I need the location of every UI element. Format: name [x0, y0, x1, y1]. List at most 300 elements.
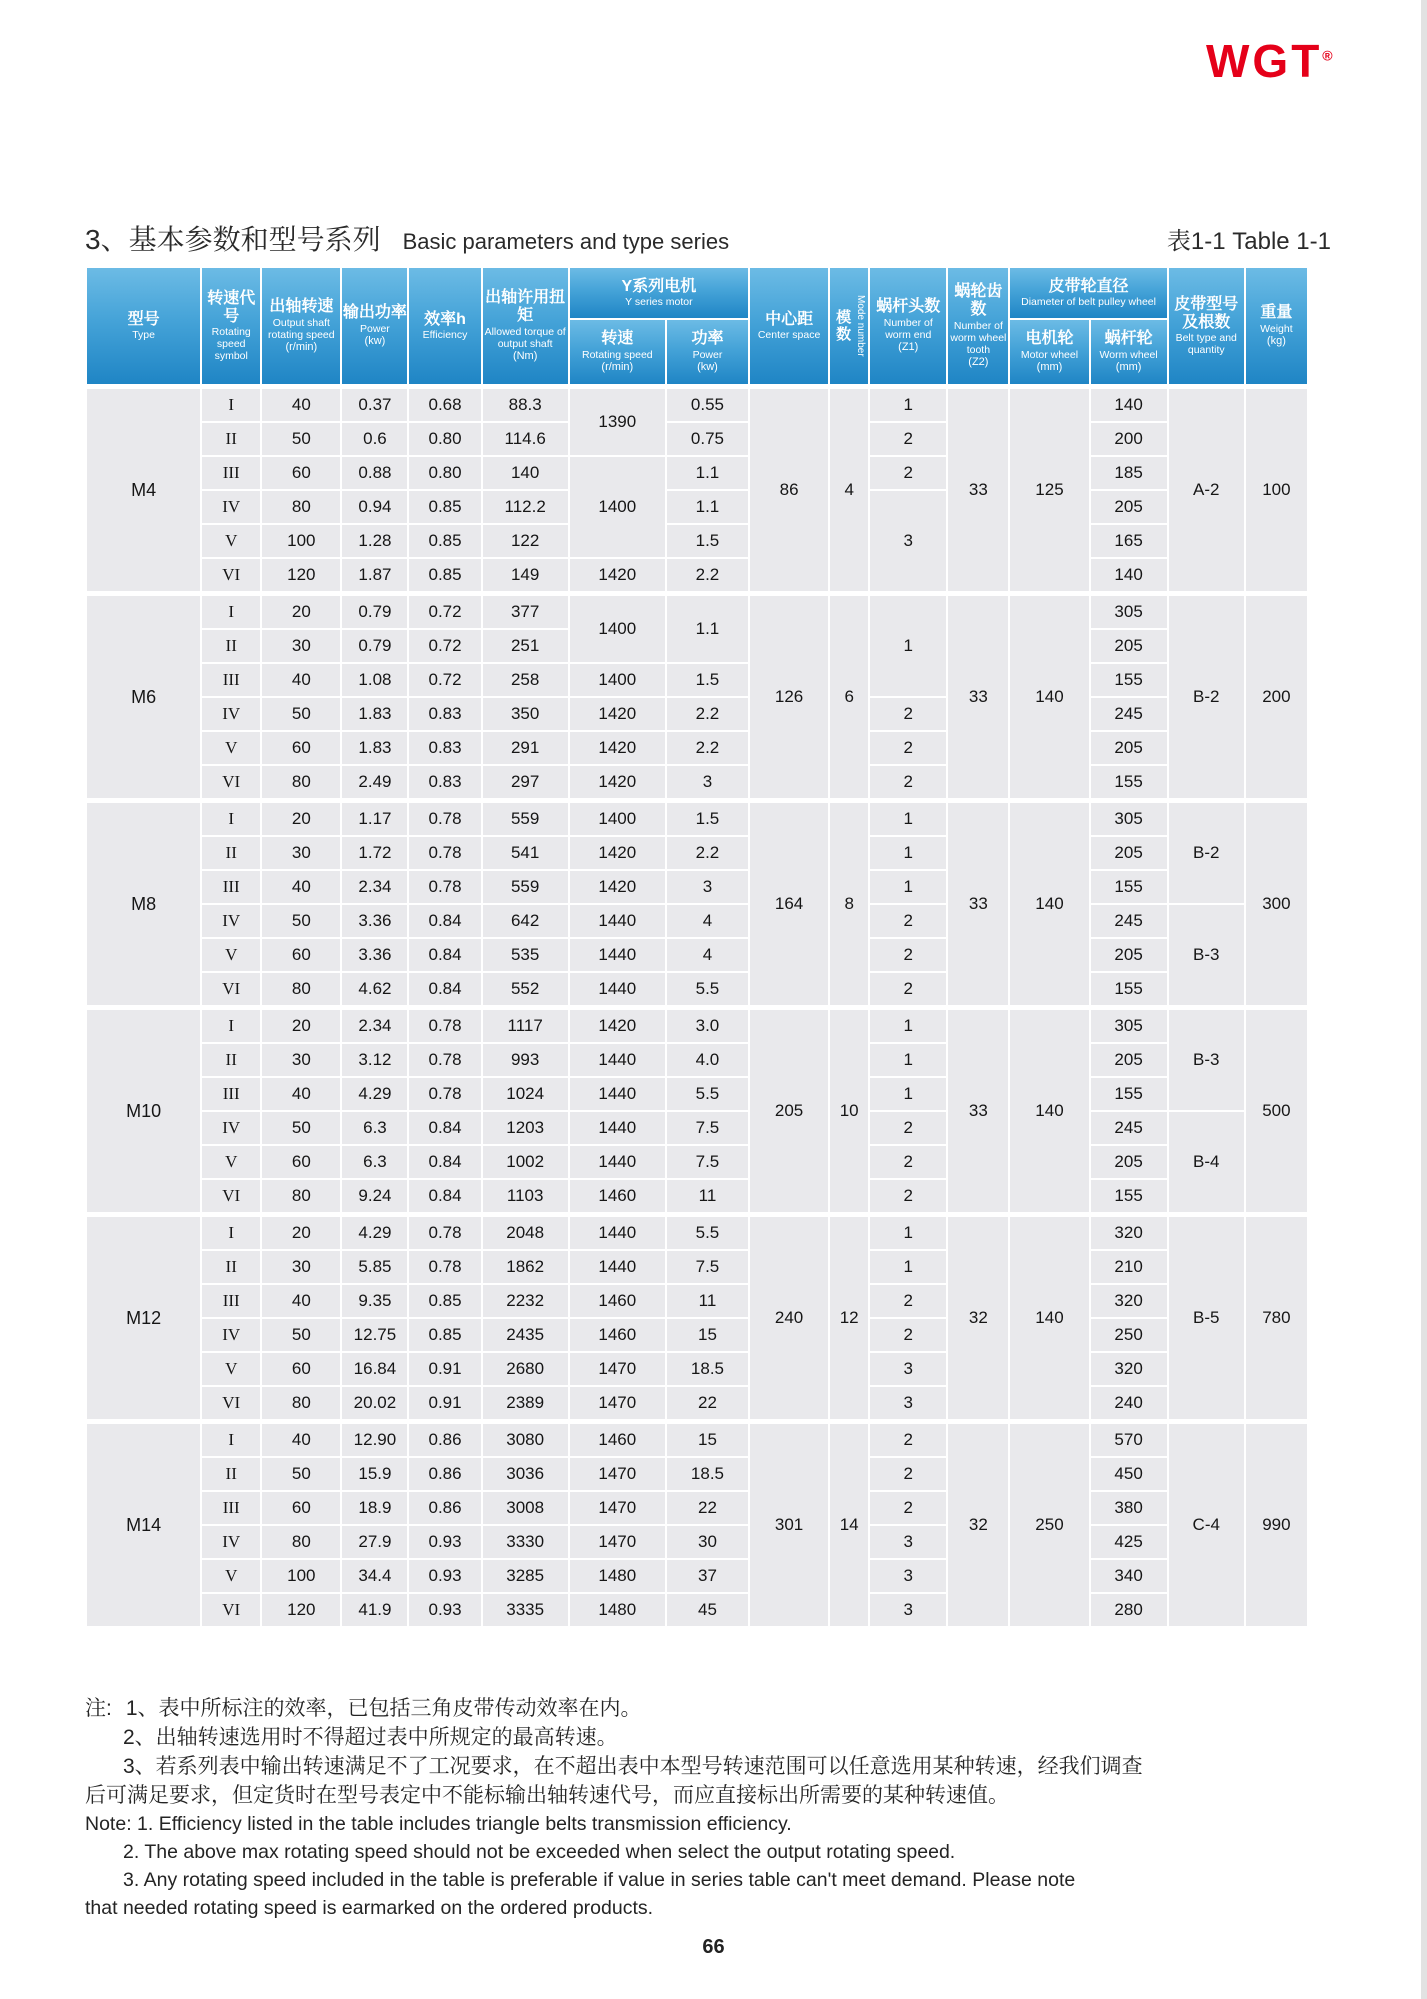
cell-output-power: 2.49 — [341, 765, 408, 801]
cell-motor-speed: 1460 — [569, 1179, 666, 1215]
cell-output-speed: 30 — [261, 1043, 341, 1077]
cell-efficiency: 0.72 — [408, 594, 481, 630]
cell-speed-symbol: V — [201, 1145, 261, 1179]
cell-output-speed: 80 — [261, 490, 341, 524]
cell-allowed-torque: 3285 — [482, 1559, 569, 1593]
cell-output-speed: 80 — [261, 1525, 341, 1559]
cell-output-speed: 40 — [261, 1422, 341, 1458]
cell-motor-speed: 1440 — [569, 1111, 666, 1145]
cell-allowed-torque: 3330 — [482, 1525, 569, 1559]
wgt-logo-text: WGT — [1206, 35, 1323, 87]
col-header-motor-speed-en: Rotating speed — [581, 348, 653, 361]
cell-allowed-torque: 2680 — [482, 1352, 569, 1386]
cell-motor-speed: 1440 — [569, 1043, 666, 1077]
cell-z1: 2 — [869, 456, 947, 490]
cell-output-speed: 60 — [261, 1491, 341, 1525]
cell-allowed-torque: 3335 — [482, 1593, 569, 1627]
cell-speed-symbol: VI — [201, 972, 261, 1008]
cell-worm-wheel: 155 — [1090, 765, 1168, 801]
cell-z1: 2 — [869, 422, 947, 456]
col-header-center-space-en: Center space — [757, 329, 821, 342]
cell-efficiency: 0.86 — [408, 1422, 481, 1458]
cell-speed-symbol: V — [201, 731, 261, 765]
cell-motor-speed: 1420 — [569, 558, 666, 594]
cell-speed-symbol: I — [201, 1215, 261, 1251]
cell-efficiency: 0.84 — [408, 972, 481, 1008]
col-header-worm-wheel-unit: (mm) — [1115, 360, 1142, 373]
col-header-z1 — [869, 267, 947, 387]
cell-belt-type: C-4 — [1168, 1422, 1245, 1628]
cell-speed-symbol: IV — [201, 1318, 261, 1352]
table-reference: 表1-1 Table 1-1 — [1166, 228, 1331, 255]
cell-motor-speed: 1440 — [569, 1215, 666, 1251]
cell-center-space: 301 — [749, 1422, 829, 1628]
cell-motor-power: 22 — [666, 1491, 749, 1525]
cell-motor-speed: 1400 — [569, 801, 666, 837]
cell-output-speed: 80 — [261, 765, 341, 801]
cell-allowed-torque: 122 — [482, 524, 569, 558]
cell-motor-speed: 1440 — [569, 938, 666, 972]
col-header-z1-zh: 蜗杆头数 — [876, 298, 941, 316]
cell-worm-wheel: 305 — [1090, 801, 1168, 837]
cell-worm-wheel: 205 — [1090, 938, 1168, 972]
cell-center-space: 205 — [749, 1008, 829, 1215]
cell-output-power: 0.88 — [341, 456, 408, 490]
cell-worm-wheel: 205 — [1090, 836, 1168, 870]
cell-worm-wheel: 245 — [1090, 1111, 1168, 1145]
cell-allowed-torque: 559 — [482, 870, 569, 904]
cell-motor-speed: 1480 — [569, 1593, 666, 1627]
cell-motor-power: 5.5 — [666, 972, 749, 1008]
cell-z1: 1 — [869, 1008, 947, 1044]
col-header-z2-unit: (Z2) — [968, 355, 989, 368]
cell-allowed-torque: 2435 — [482, 1318, 569, 1352]
cell-efficiency: 0.78 — [408, 836, 481, 870]
col-header-weight-en: Weight — [1260, 322, 1293, 335]
cell-motor-speed: 1460 — [569, 1318, 666, 1352]
col-header-efficiency — [408, 267, 481, 387]
cell-worm-wheel: 140 — [1090, 387, 1168, 423]
cell-worm-wheel: 380 — [1090, 1491, 1168, 1525]
cell-mode-number: 10 — [829, 1008, 869, 1215]
cell-z1: 2 — [869, 1111, 947, 1145]
cell-allowed-torque: 1203 — [482, 1111, 569, 1145]
cell-output-speed: 100 — [261, 1559, 341, 1593]
cell-output-power: 12.75 — [341, 1318, 408, 1352]
cell-efficiency: 0.86 — [408, 1491, 481, 1525]
cell-efficiency: 0.72 — [408, 629, 481, 663]
col-header-output-power — [341, 267, 408, 387]
cell-output-speed: 30 — [261, 1250, 341, 1284]
cell-motor-power: 11 — [666, 1179, 749, 1215]
cell-motor-speed: 1480 — [569, 1559, 666, 1593]
cell-weight: 780 — [1245, 1215, 1308, 1422]
col-header-mode-number — [829, 267, 869, 387]
cell-speed-symbol: I — [201, 387, 261, 423]
cell-output-speed: 40 — [261, 1077, 341, 1111]
notes-section — [85, 1694, 1361, 1922]
note-zh-1-text: 1、表中所标注的效率，已包括三角皮带传动效率在内。 — [125, 1697, 642, 1720]
col-header-type-zh: 型号 — [127, 310, 160, 328]
col-header-weight-zh: 重量 — [1260, 304, 1293, 322]
cell-output-power: 1.08 — [341, 663, 408, 697]
cell-allowed-torque: 535 — [482, 938, 569, 972]
cell-allowed-torque: 258 — [482, 663, 569, 697]
cell-output-power: 15.9 — [341, 1457, 408, 1491]
cell-speed-symbol: IV — [201, 1525, 261, 1559]
cell-output-power: 0.79 — [341, 594, 408, 630]
col-header-motor-power — [666, 319, 749, 387]
cell-z1: 2 — [869, 1145, 947, 1179]
cell-output-speed: 40 — [261, 387, 341, 423]
cell-motor-power: 1.5 — [666, 663, 749, 697]
cell-allowed-torque: 88.3 — [482, 387, 569, 423]
col-header-symbol-en: Rotating speed symbol — [211, 326, 251, 363]
cell-z1: 2 — [869, 938, 947, 972]
cell-speed-symbol: VI — [201, 765, 261, 801]
cell-motor-power: 2.2 — [666, 836, 749, 870]
cell-speed-symbol: III — [201, 456, 261, 490]
parameters-table-wrapper — [85, 266, 1309, 1628]
cell-speed-symbol: II — [201, 836, 261, 870]
note-en-1: Note: 1. Efficiency listed in the table includes triangle belts transmission efficiency. — [85, 1813, 792, 1835]
cell-efficiency: 0.84 — [408, 1111, 481, 1145]
cell-output-speed: 60 — [261, 938, 341, 972]
cell-efficiency: 0.68 — [408, 387, 481, 423]
cell-z1: 3 — [869, 490, 947, 594]
cell-output-power: 18.9 — [341, 1491, 408, 1525]
page-edge-shadow — [1421, 0, 1427, 1999]
section-title-zh: 3、基本参数和型号系列 — [85, 224, 381, 255]
cell-efficiency: 0.84 — [408, 938, 481, 972]
cell-motor-power: 1.1 — [666, 594, 749, 664]
cell-motor-speed: 1440 — [569, 972, 666, 1008]
cell-output-speed: 40 — [261, 1284, 341, 1318]
cell-z2: 33 — [947, 594, 1009, 801]
cell-efficiency: 0.78 — [408, 1250, 481, 1284]
cell-efficiency: 0.86 — [408, 1457, 481, 1491]
cell-weight: 200 — [1245, 594, 1308, 801]
cell-speed-symbol: III — [201, 870, 261, 904]
wgt-logo — [1206, 35, 1333, 87]
cell-motor-power: 7.5 — [666, 1145, 749, 1179]
cell-output-speed: 30 — [261, 836, 341, 870]
cell-worm-wheel: 155 — [1090, 663, 1168, 697]
cell-output-power: 0.79 — [341, 629, 408, 663]
col-header-motor-speed-unit: (r/min) — [601, 360, 634, 373]
col-header-motor-power-zh: 功率 — [691, 330, 724, 348]
cell-output-power: 0.94 — [341, 490, 408, 524]
cell-speed-symbol: I — [201, 1422, 261, 1458]
cell-motor-power: 0.55 — [666, 387, 749, 423]
registered-trademark-icon: ® — [1322, 47, 1333, 64]
cell-motor-speed: 1400 — [569, 594, 666, 664]
col-header-output-power-unit: (kw) — [364, 334, 386, 347]
cell-belt-type: B-4 — [1168, 1111, 1245, 1215]
cell-efficiency: 0.78 — [408, 1215, 481, 1251]
cell-output-power: 6.3 — [341, 1145, 408, 1179]
col-header-symbol-zh: 转速代号 — [207, 289, 256, 325]
col-header-center-space — [749, 267, 829, 387]
model-name-cell: M14 — [86, 1422, 201, 1628]
cell-efficiency: 0.85 — [408, 524, 481, 558]
cell-worm-wheel: 280 — [1090, 1593, 1168, 1627]
cell-speed-symbol: VI — [201, 1179, 261, 1215]
cell-z2: 33 — [947, 1008, 1009, 1215]
col-header-mode-number-en: Mode number — [855, 295, 867, 357]
cell-speed-symbol: VI — [201, 558, 261, 594]
section-title-en: Basic parameters and type series — [402, 229, 730, 254]
cell-motor-power: 18.5 — [666, 1352, 749, 1386]
cell-motor-power: 1.1 — [666, 490, 749, 524]
cell-output-power: 16.84 — [341, 1352, 408, 1386]
model-name-cell: M4 — [86, 387, 201, 594]
cell-output-power: 3.36 — [341, 938, 408, 972]
cell-motor-power: 2.2 — [666, 697, 749, 731]
cell-allowed-torque: 2232 — [482, 1284, 569, 1318]
cell-speed-symbol: V — [201, 1352, 261, 1386]
cell-speed-symbol: IV — [201, 697, 261, 731]
col-header-torque-zh: 出轴许用扭矩 — [485, 288, 566, 325]
col-header-z2-zh: 蜗轮齿数 — [954, 282, 1003, 319]
cell-speed-symbol: V — [201, 524, 261, 558]
cell-weight: 990 — [1245, 1422, 1308, 1628]
cell-motor-power: 2.2 — [666, 558, 749, 594]
cell-allowed-torque: 1024 — [482, 1077, 569, 1111]
cell-output-speed: 20 — [261, 1008, 341, 1044]
cell-belt-type: A-2 — [1168, 387, 1245, 594]
cell-motor-power: 2.2 — [666, 731, 749, 765]
cell-center-space: 164 — [749, 801, 829, 1008]
cell-output-power: 0.6 — [341, 422, 408, 456]
cell-worm-wheel: 185 — [1090, 456, 1168, 490]
col-header-output-speed-zh: 出轴转速 — [269, 298, 334, 316]
cell-output-speed: 40 — [261, 870, 341, 904]
col-header-belt-en: Belt type and quantity — [1175, 332, 1237, 357]
cell-motor-speed: 1440 — [569, 904, 666, 938]
cell-speed-symbol: II — [201, 1457, 261, 1491]
col-header-worm-wheel — [1090, 319, 1168, 387]
cell-efficiency: 0.85 — [408, 1318, 481, 1352]
cell-z1: 2 — [869, 1491, 947, 1525]
cell-worm-wheel: 205 — [1090, 629, 1168, 663]
cell-motor-speed: 1470 — [569, 1352, 666, 1386]
cell-efficiency: 0.93 — [408, 1525, 481, 1559]
cell-allowed-torque: 1103 — [482, 1179, 569, 1215]
col-group-y-motor-en: Y series motor — [625, 296, 693, 309]
cell-z1: 2 — [869, 972, 947, 1008]
cell-output-speed: 50 — [261, 422, 341, 456]
cell-motor-speed: 1390 — [569, 387, 666, 457]
cell-speed-symbol: II — [201, 1043, 261, 1077]
cell-output-speed: 60 — [261, 731, 341, 765]
cell-z1: 1 — [869, 1250, 947, 1284]
cell-speed-symbol: I — [201, 801, 261, 837]
cell-efficiency: 0.84 — [408, 1179, 481, 1215]
cell-output-speed: 50 — [261, 1457, 341, 1491]
model-name-cell: M12 — [86, 1215, 201, 1422]
cell-efficiency: 0.93 — [408, 1559, 481, 1593]
cell-output-speed: 60 — [261, 1145, 341, 1179]
cell-motor-power: 1.5 — [666, 524, 749, 558]
col-header-output-speed — [261, 267, 341, 387]
cell-motor-wheel: 140 — [1009, 801, 1089, 1008]
col-header-motor-power-unit: (kw) — [697, 360, 718, 373]
cell-z1: 1 — [869, 594, 947, 698]
col-header-belt — [1168, 267, 1245, 387]
cell-motor-power: 4.0 — [666, 1043, 749, 1077]
cell-motor-speed: 1470 — [569, 1457, 666, 1491]
col-group-pulley-en: Diameter of belt pulley wheel — [1021, 296, 1156, 309]
cell-motor-power: 0.75 — [666, 422, 749, 456]
col-header-motor-power-en: Power — [692, 348, 723, 361]
cell-motor-speed: 1420 — [569, 870, 666, 904]
cell-z1: 1 — [869, 870, 947, 904]
col-header-motor-wheel — [1009, 319, 1089, 387]
cell-output-power: 6.3 — [341, 1111, 408, 1145]
cell-output-power: 12.90 — [341, 1422, 408, 1458]
cell-z1: 2 — [869, 1457, 947, 1491]
note-zh-3b: 后可满足要求，但定货时在型号表定中不能标输出轴转速代号，而应直接标出所需要的某种转速值。 — [85, 1784, 1009, 1807]
col-header-weight — [1245, 267, 1308, 387]
cell-output-speed: 20 — [261, 594, 341, 630]
cell-output-power: 4.29 — [341, 1215, 408, 1251]
cell-allowed-torque: 291 — [482, 731, 569, 765]
cell-motor-speed: 1400 — [569, 456, 666, 558]
cell-allowed-torque: 297 — [482, 765, 569, 801]
page-number: 66 — [702, 1936, 725, 1958]
cell-output-speed: 80 — [261, 1386, 341, 1422]
cell-worm-wheel: 155 — [1090, 1179, 1168, 1215]
cell-output-speed: 50 — [261, 1318, 341, 1352]
cell-worm-wheel: 210 — [1090, 1250, 1168, 1284]
col-header-mode-number-zh: 模数 — [834, 308, 852, 343]
cell-mode-number: 4 — [829, 387, 869, 594]
cell-z1: 3 — [869, 1386, 947, 1422]
cell-worm-wheel: 205 — [1090, 1043, 1168, 1077]
cell-weight: 100 — [1245, 387, 1308, 594]
cell-allowed-torque: 2048 — [482, 1215, 569, 1251]
cell-output-power: 41.9 — [341, 1593, 408, 1627]
cell-motor-power: 4 — [666, 904, 749, 938]
cell-output-speed: 80 — [261, 972, 341, 1008]
section-title-row — [85, 218, 1331, 258]
cell-allowed-torque: 552 — [482, 972, 569, 1008]
cell-z2: 32 — [947, 1215, 1009, 1422]
cell-motor-speed: 1420 — [569, 1008, 666, 1044]
note-zh-3a: 3、若系列表中输出转速满足不了工况要求，在不超出表中本型号转速范围可以任意选用某种转速，经我们调查 — [123, 1755, 1143, 1778]
cell-z1: 1 — [869, 836, 947, 870]
cell-motor-wheel: 140 — [1009, 594, 1089, 801]
col-header-motor-speed — [569, 319, 666, 387]
cell-z1: 2 — [869, 1318, 947, 1352]
cell-output-speed: 50 — [261, 697, 341, 731]
cell-motor-speed: 1460 — [569, 1422, 666, 1458]
cell-speed-symbol: V — [201, 1559, 261, 1593]
table-body — [86, 387, 1308, 1628]
col-header-z1-en: Number of worm end — [883, 316, 933, 341]
cell-speed-symbol: II — [201, 1250, 261, 1284]
model-name-cell: M6 — [86, 594, 201, 801]
cell-efficiency: 0.83 — [408, 765, 481, 801]
cell-allowed-torque: 377 — [482, 594, 569, 630]
col-group-y-motor — [569, 267, 749, 319]
note-zh-1 — [85, 1694, 1361, 1723]
col-header-type-en: Type — [132, 329, 155, 342]
cell-center-space: 126 — [749, 594, 829, 801]
cell-belt-type: B-3 — [1168, 904, 1245, 1008]
cell-efficiency: 0.78 — [408, 1043, 481, 1077]
cell-weight: 300 — [1245, 801, 1308, 1008]
cell-efficiency: 0.83 — [408, 697, 481, 731]
cell-mode-number: 8 — [829, 801, 869, 1008]
cell-motor-speed: 1440 — [569, 1145, 666, 1179]
cell-output-power: 27.9 — [341, 1525, 408, 1559]
cell-efficiency: 0.78 — [408, 801, 481, 837]
cell-motor-speed: 1420 — [569, 836, 666, 870]
cell-motor-speed: 1420 — [569, 731, 666, 765]
cell-allowed-torque: 251 — [482, 629, 569, 663]
cell-motor-speed: 1470 — [569, 1491, 666, 1525]
col-header-symbol — [201, 267, 261, 387]
cell-allowed-torque: 642 — [482, 904, 569, 938]
cell-output-power: 1.17 — [341, 801, 408, 837]
cell-speed-symbol: III — [201, 1491, 261, 1525]
model-name-cell: M10 — [86, 1008, 201, 1215]
cell-z1: 3 — [869, 1559, 947, 1593]
col-header-output-power-zh: 输出功率 — [342, 304, 407, 322]
cell-efficiency: 0.80 — [408, 456, 481, 490]
cell-efficiency: 0.84 — [408, 1145, 481, 1179]
cell-worm-wheel: 425 — [1090, 1525, 1168, 1559]
cell-speed-symbol: III — [201, 1284, 261, 1318]
cell-efficiency: 0.78 — [408, 1008, 481, 1044]
cell-z1: 1 — [869, 1077, 947, 1111]
cell-output-power: 1.83 — [341, 697, 408, 731]
cell-output-speed: 100 — [261, 524, 341, 558]
note-en-3b: that needed rotating speed is earmarked on the ordered products. — [85, 1897, 654, 1919]
cell-allowed-torque: 559 — [482, 801, 569, 837]
cell-worm-wheel: 245 — [1090, 904, 1168, 938]
cell-motor-power: 22 — [666, 1386, 749, 1422]
cell-allowed-torque: 112.2 — [482, 490, 569, 524]
cell-speed-symbol: V — [201, 938, 261, 972]
cell-output-power: 4.62 — [341, 972, 408, 1008]
col-header-torque — [482, 267, 569, 387]
col-group-y-motor-zh: Y系列电机 — [621, 277, 697, 295]
cell-motor-speed: 1470 — [569, 1386, 666, 1422]
cell-worm-wheel: 200 — [1090, 422, 1168, 456]
cell-weight: 500 — [1245, 1008, 1308, 1215]
cell-motor-speed: 1400 — [569, 663, 666, 697]
cell-motor-speed: 1420 — [569, 697, 666, 731]
cell-motor-power: 30 — [666, 1525, 749, 1559]
note-zh-label: 注: — [85, 1697, 112, 1720]
col-header-motor-speed-zh: 转速 — [601, 330, 634, 348]
cell-worm-wheel: 340 — [1090, 1559, 1168, 1593]
cell-efficiency: 0.78 — [408, 1077, 481, 1111]
cell-worm-wheel: 155 — [1090, 870, 1168, 904]
cell-z1: 2 — [869, 731, 947, 765]
cell-z1: 1 — [869, 1043, 947, 1077]
cell-allowed-torque: 140 — [482, 456, 569, 490]
cell-output-power: 1.87 — [341, 558, 408, 594]
cell-motor-power: 3 — [666, 870, 749, 904]
cell-worm-wheel: 570 — [1090, 1422, 1168, 1458]
cell-allowed-torque: 1862 — [482, 1250, 569, 1284]
col-header-z2 — [947, 267, 1009, 387]
cell-z1: 2 — [869, 904, 947, 938]
